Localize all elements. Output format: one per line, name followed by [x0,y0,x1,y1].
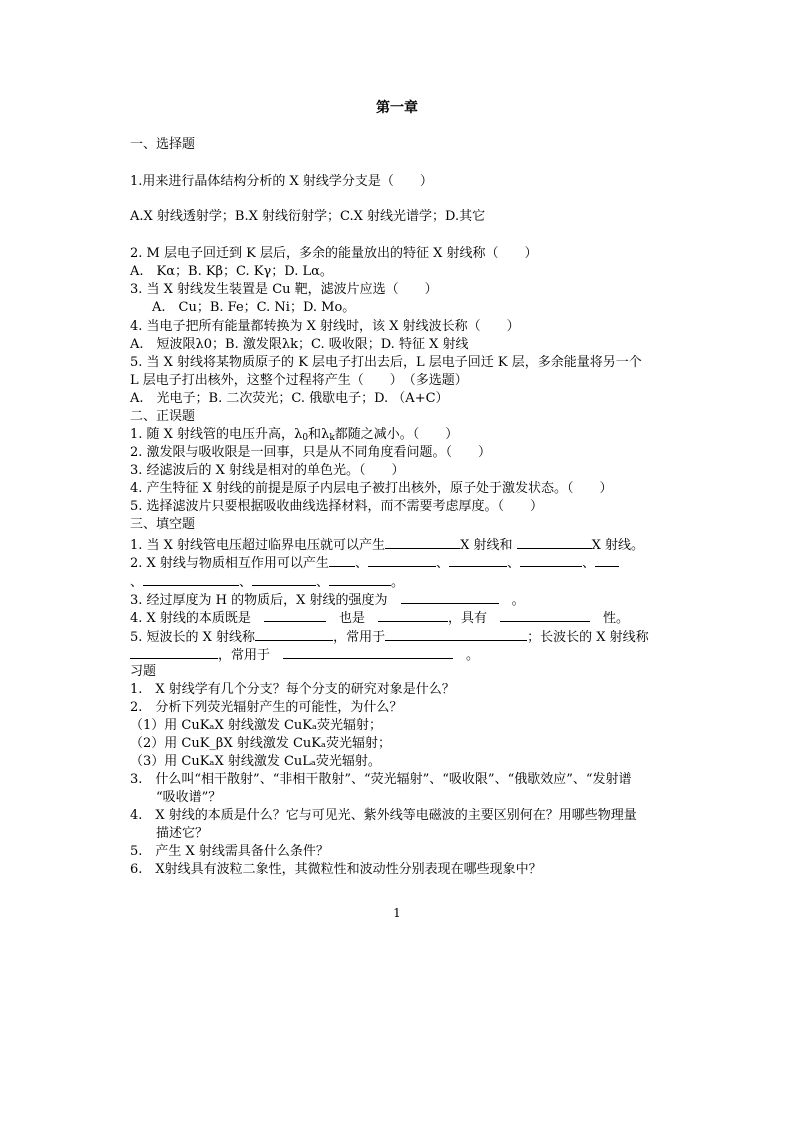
exercise-1: 1. X 射线学有几个分支？每个分支的研究对象是什么？ [130,682,455,697]
question-2-1: 1. 随 X 射线管的电压升高，$\lambda_0$和$\lambda_k$都随之减小。（ ） [130,427,459,443]
answer-blank[interactable] [329,572,391,586]
page-number: 1 [393,906,401,920]
question-1-3: 3. 当 X 射线发生装置是 Cu 靶，滤波片应选（ ） [130,282,438,297]
exercise-4-line2: 描述它？ [156,826,209,841]
question-1-5-line2: L 层电子打出核外，这整个过程将产生（ ） （多选题） [130,373,468,388]
exercise-2-part-1: （1）用 CuKₐX 射线激发 CuKₐ荧光辐射； [130,718,383,733]
question-2-3: 3. 经滤波后的 X 射线是相对的单色光。（ ） [130,463,405,478]
question-1-4-options: A. 短波限λ0；B. 激发限λk；C. 吸收限；D. 特征 X 射线 [130,337,469,352]
question-3-2-line1: 2. X 射线与物质相互作用可以产生 、 、 、 、 [130,553,619,572]
section-heading-fill-blank: 三、填空题 [130,517,196,532]
answer-blank[interactable] [283,645,453,659]
question-1-2: 2. M 层电子回迁到 K 层后，多余的能量放出的特征 X 射线称（ ） [130,246,538,261]
question-1-5-line1: 5. 当 X 射线将某物质原子的 K 层电子打出去后，L 层电子回迁 K 层，多余能量将另一个 [130,355,642,370]
exercise-2-part-3: （3）用 CuKₐX 射线激发 CuLₐ荧光辐射。 [130,754,381,769]
section-heading-exercises: 习题 [130,664,157,679]
answer-blank[interactable] [385,535,460,549]
question-1-2-options: A. Kα；B. Kβ；C. Kγ；D. Lα。 [130,264,333,279]
answer-blank[interactable] [264,608,326,622]
exercise-3-line1: 3. 什么叫“相干散射”、“非相干散射”、“荧光辐射”、“吸收限”、“俄歇效应”、“发射谱 [130,772,632,787]
answer-blank[interactable] [520,553,582,567]
answer-blank[interactable] [517,535,592,549]
exercise-4-line1: 4. X 射线的本质是什么？它与可见光、紫外线等电磁波的主要区别何在？用哪些物理量 [130,808,637,823]
answer-blank[interactable] [500,608,590,622]
section-heading-choice: 一、选择题 [130,137,196,152]
answer-blank[interactable] [368,553,436,567]
question-2-4: 4. 产生特征 X 射线的前提是原子内层电子被打出核外，原子处于激发状态。（ ） [130,481,613,496]
answer-blank[interactable] [449,553,507,567]
answer-blank[interactable] [595,553,619,567]
question-2-5: 5. 选择滤波片只要根据吸收曲线选择材料，而不需要考虑厚度。（ ） [130,499,544,514]
exercise-6: 6. Χ射线具有波粒二象性，其微粒性和波动性分别表现在哪些现象中？ [130,862,542,877]
page-title: 第一章 [376,100,418,116]
question-1-5-options: A. 光电子；B. 二次荧光；C. 俄歇电子；D. （A+C） [130,391,449,406]
exercise-3-line2: “吸收谱”？ [156,790,222,805]
question-3-1: 1. 当 X 射线管电压超过临界电压就可以产生 X 射线和 X 射线。 [130,535,644,554]
exercise-2: 2. 分析下列荧光辐射产生的可能性，为什么？ [130,700,403,715]
answer-blank[interactable] [252,572,316,586]
question-1-3-options: A. Cu；B. Fe；C. Ni；D. Mo。 [152,300,356,315]
section-heading-true-false: 二、正误题 [130,409,196,424]
exercise-5: 5. 产生 X 射线需具备什么条件？ [130,844,329,859]
answer-blank[interactable] [329,553,355,567]
question-3-5-line2: ，常用于 。 [130,645,479,664]
answer-blank[interactable] [378,608,448,622]
question-3-3: 3. 经过厚度为 H 的物质后，X 射线的强度为 。 [130,590,525,609]
exercise-2-part-2: （2）用 CuK_βX 射线激发 CuKₐ荧光辐射； [130,736,392,751]
question-3-5-line1: 5. 短波长的 X 射线称 ，常用于 ；长波长的 X 射线称 [130,627,649,646]
question-1-1-options: A.X 射线透射学；B.X 射线衍射学；C.X 射线光谱学；D.其它 [130,209,486,224]
question-3-4: 4. X 射线的本质既是 也是 ，具有 性。 [130,608,629,627]
question-2-2: 2. 激发限与吸收限是一回事，只是从不同角度看问题。（ ） [130,445,492,460]
question-1-4: 4. 当电子把所有能量都转换为 X 射线时，该 X 射线波长称（ ） [130,319,520,334]
answer-blank[interactable] [385,627,527,641]
answer-blank[interactable] [255,627,333,641]
answer-blank[interactable] [401,590,499,604]
question-3-2-line2: 、 、 、 。 [130,572,404,591]
question-1-1: 1.用来进行晶体结构分析的 X 射线学分支是（ ） [130,174,433,189]
answer-blank[interactable] [130,645,218,659]
answer-blank[interactable] [143,572,239,586]
